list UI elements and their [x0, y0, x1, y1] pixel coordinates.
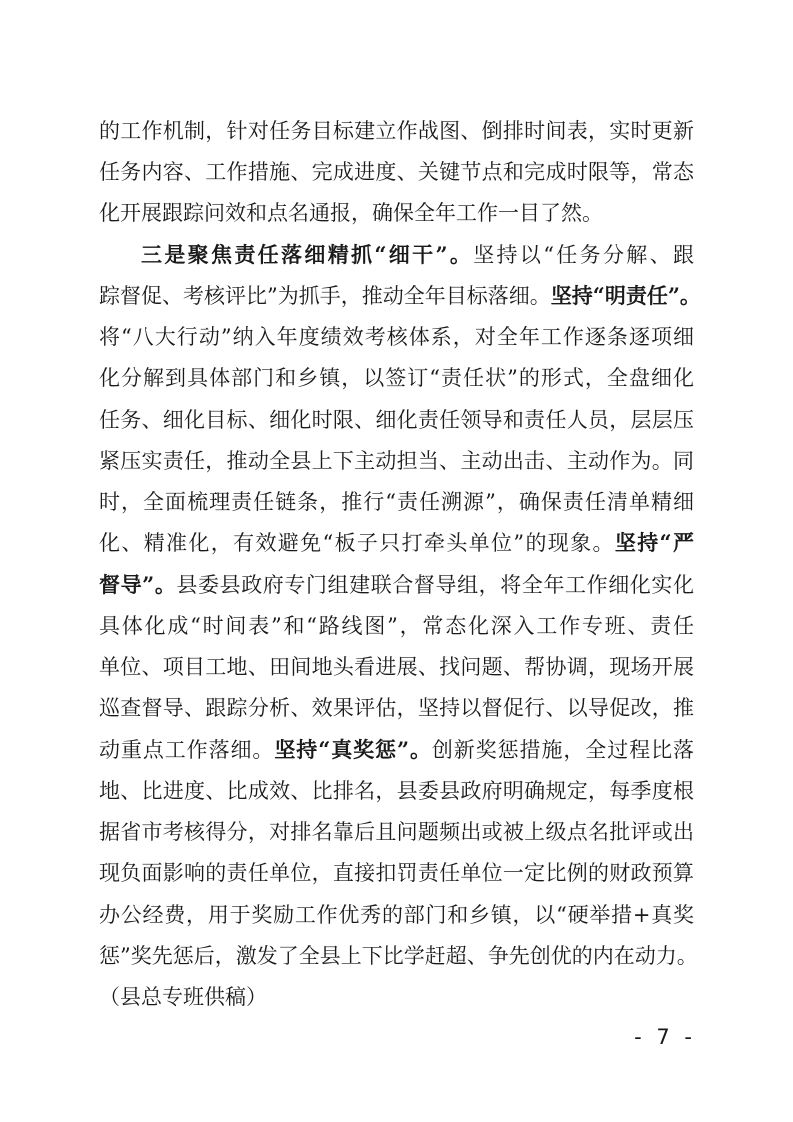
- body-text-line: [99, 276, 701, 316]
- body-text: 创新奖惩措施，全过程比落: [431, 738, 694, 762]
- body-text: 坚持以“任务分解、跟: [473, 243, 694, 267]
- subheading: 坚持“严: [614, 530, 694, 555]
- body-text-line: 任务、细化目标、细化时限、细化责任领导和责任人员，层层压: [99, 408, 694, 432]
- body-text-line: 紧压实责任，推动全县上下主动担当、主动出击、主动作为。同: [99, 449, 694, 473]
- body-text-line: [99, 565, 694, 605]
- body-text-line: 据省市考核得分，对排名靠后且问题频出或被上级点名批评或出: [99, 820, 694, 844]
- body-text-line: 的工作机制，针对任务目标建立作战图、倒排时间表，实时更新: [99, 119, 694, 143]
- body-text: 县委县政府专门组建联合督导组，将全年工作细化实化: [176, 573, 694, 597]
- body-text-line: 地、比进度、比成效、比排名，县委县政府明确规定，每季度根: [99, 779, 694, 803]
- body-text-line: 现负面影响的责任单位，直接扣罚责任单位一定比例的财政预算: [99, 861, 694, 885]
- body-text-line: [99, 730, 694, 770]
- page-number: - 7 -: [634, 1025, 696, 1049]
- section-heading: 三是聚焦责任落细精抓“细干”。: [141, 242, 474, 267]
- source-credit: （县总专班供稿）: [99, 985, 267, 1009]
- body-text: 踪督促、考核评比”为抓手，推动全年目标落细。: [99, 284, 551, 308]
- body-text: 动重点工作落细。: [99, 738, 275, 762]
- body-text-line: 惩”奖先惩后，激发了全县上下比学赶超、争先创优的内在动力。: [99, 944, 698, 968]
- subheading: 坚持“真奖惩”。: [274, 737, 432, 762]
- body-text-line: 任务内容、工作措施、完成进度、关键节点和完成时限等，常态: [99, 160, 694, 184]
- body-text: 化、精准化，有效避免“板子只打牵头单位”的现象。: [99, 531, 615, 555]
- body-text-line: 时，全面梳理责任链条，推行“责任溯源”，确保责任清单精细: [99, 490, 694, 514]
- body-text-line: 将“八大行动”纳入年度绩效考核体系，对全年工作逐条逐项细: [99, 325, 694, 349]
- body-text-line: 具体化成“时间表”和“路线图”，常态化深入工作专班、责任: [99, 614, 694, 638]
- body-text-line: [99, 523, 694, 563]
- body-text-line: 化分解到具体部门和乡镇，以签订“责任状”的形式，全盘细化: [99, 366, 694, 390]
- paragraph-heading-line: [141, 235, 694, 275]
- subheading: 坚持“明责任”。: [550, 283, 701, 308]
- body-text-line: 单位、项目工地、田间地头看进展、找问题、帮协调，现场开展: [99, 655, 694, 679]
- body-text-line: 巡查督导、跟踪分析、效果评估，坚持以督促行、以导促改，推: [99, 696, 694, 720]
- body-text-line: 化开展跟踪问效和点名通报，确保全年工作一目了然。: [99, 201, 603, 225]
- subheading: 督导”。: [99, 572, 177, 597]
- body-text-line: 办公经费，用于奖励工作优秀的部门和乡镇，以“硬举措+真奖: [99, 903, 694, 927]
